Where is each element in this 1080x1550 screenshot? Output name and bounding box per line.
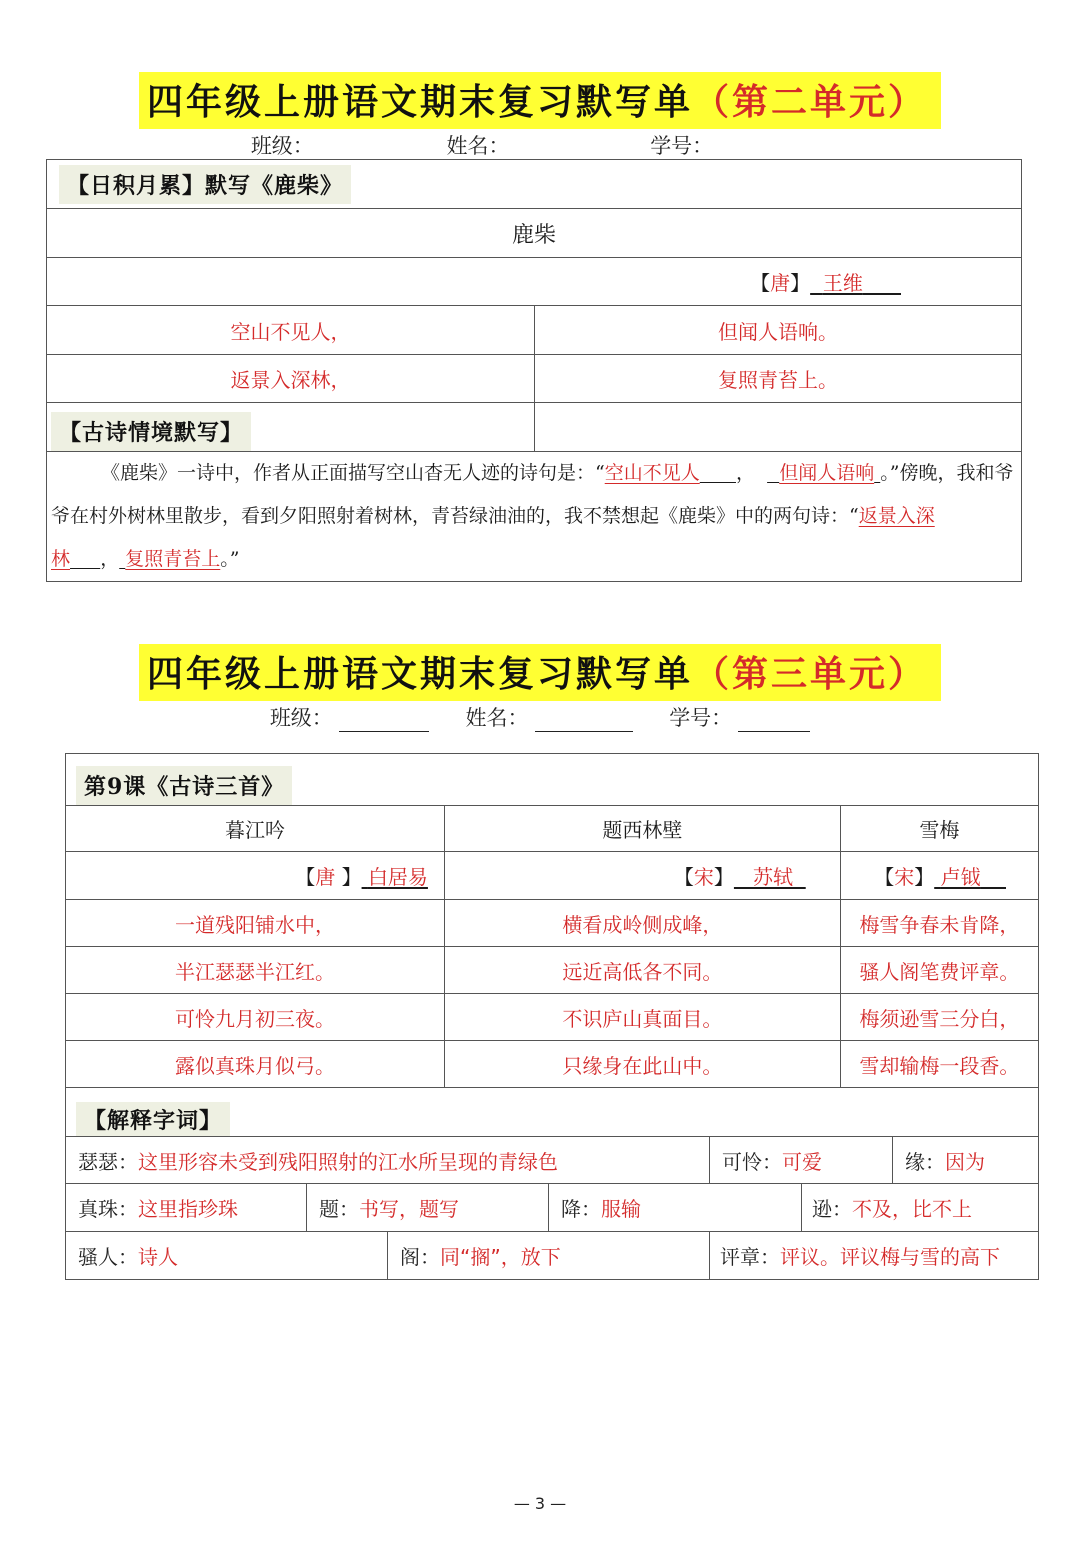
name-label: 姓名： [465,706,529,730]
poem-title-cell: 暮江吟 [66,806,445,852]
id-label: 学号： [669,706,733,730]
gloss-header-cell [65,1088,1039,1136]
author: 王维 [822,271,863,295]
poem-title: 鹿柴 [511,222,556,248]
gloss-row-1 [65,1136,1039,1184]
context-passage: 《鹿柴》一诗中，作者从正面描写空山杳无人迹的诗句是：“空山不见人 ， 但闻人语响 。”傍晚，我和爷爷在村外树林里散步，看到夕阳照射着树林，青苔绿油油的，我不禁想起《鹿柴》中的两句诗：“返景入深林 ， 复照青苔上。” [51,462,1014,570]
author-cell: 【唐 】 白居易 [66,852,445,900]
lesson-header-cell [66,754,1039,806]
luchai-table [46,159,1022,582]
gloss-item: 逊：不及，比不上 [802,1184,1039,1232]
gloss-item: 阁：同“搁”，放下 [388,1232,710,1280]
poem-line: 只缘身在此山中。 [444,1041,840,1088]
gloss-item: 真珠：这里指珍珠 [66,1184,307,1232]
student-info-line [0,130,1080,160]
passage-cell [47,452,1022,582]
poem-line: 梅雪争春未肯降， [840,900,1038,947]
sheet2-title [0,644,1080,701]
author-cell: 【宋】 卢钺 [840,852,1038,900]
gloss-item: 缘：因为 [893,1137,1039,1184]
sheet1-title [0,72,1080,129]
gloss-item: 骚人：诗人 [66,1232,388,1280]
poem-line: 但闻人语响。 [535,306,1022,355]
title-main: 四年级上册语文期末复习默写单 [146,653,693,695]
gloss-item: 评章：评议。评议梅与雪的高下 [710,1232,1039,1280]
gloss-item: 可怜：可爱 [710,1137,893,1184]
name-blank[interactable] [516,140,614,160]
title-unit: （第二单元） [693,81,928,123]
context-tag: 【古诗情境默写】 [51,412,251,451]
poem-line: 雪却输梅一段香。 [840,1041,1038,1088]
poem-title-cell: 题西林壁 [444,806,840,852]
gloss-tag: 【解释字词】 [76,1102,230,1137]
gloss-row-3 [65,1231,1039,1280]
id-label: 学号： [650,134,714,158]
poem-line: 骚人阁笔费评章。 [840,947,1038,994]
title-unit: （第三单元） [693,653,928,695]
id-blank[interactable] [719,140,829,160]
empty-cell [535,403,1022,452]
gloss-row-2 [65,1183,1039,1232]
poem-line: 远近高低各不同。 [444,947,840,994]
author-cell: 【宋】 苏轼 [444,852,840,900]
section-tag: 【日积月累】默写《鹿柴》 [59,165,351,204]
author-cell: 【唐】 王维 [47,258,1022,306]
answer-fill: 空山不见人 [604,462,700,484]
student-info-line [0,702,1080,732]
poem-line: 一道残阳铺水中， [66,900,445,947]
answer-fill: 返景入深林 [51,505,935,570]
poem-line: 半江瑟瑟半江红。 [66,947,445,994]
poem-line: 可怜九月初三夜。 [66,994,445,1041]
gloss-item: 瑟瑟：这里形容未受到残阳照射的江水所呈现的青绿色 [66,1137,710,1184]
dynasty: 唐 [770,271,791,295]
poem-line: 返景入深林， [47,355,535,403]
poem-line: 复照青苔上。 [535,355,1022,403]
class-label: 班级： [250,134,314,158]
context-header-cell [47,403,535,452]
answer-fill: 复照青苔上 [125,548,221,570]
title-main: 四年级上册语文期末复习默写单 [146,81,693,123]
gloss-item: 题：书写，题写 [307,1184,549,1232]
poem-line: 梅须逊雪三分白， [840,994,1038,1041]
class-label: 班级： [269,706,333,730]
id-blank[interactable] [738,712,810,732]
class-blank[interactable] [339,712,429,732]
answer-fill: 但闻人语响 [779,462,875,484]
poem-line: 横看成岭侧成峰， [444,900,840,947]
three-poems-table [65,753,1039,1088]
lesson-tag: 第9课《古诗三首》 [76,766,292,805]
page-number: — 3 — [513,1494,567,1513]
class-blank[interactable] [320,140,410,160]
poem-title-cell [47,209,1022,258]
poem-line: 露似真珠月似弓。 [66,1041,445,1088]
poem-line: 不识庐山真面目。 [444,994,840,1041]
name-label: 姓名： [446,134,510,158]
gloss-item: 降：服输 [549,1184,802,1232]
name-blank[interactable] [535,712,633,732]
section-header-cell [47,160,1022,209]
poem-line: 空山不见人， [47,306,535,355]
poem-title-cell: 雪梅 [840,806,1038,852]
